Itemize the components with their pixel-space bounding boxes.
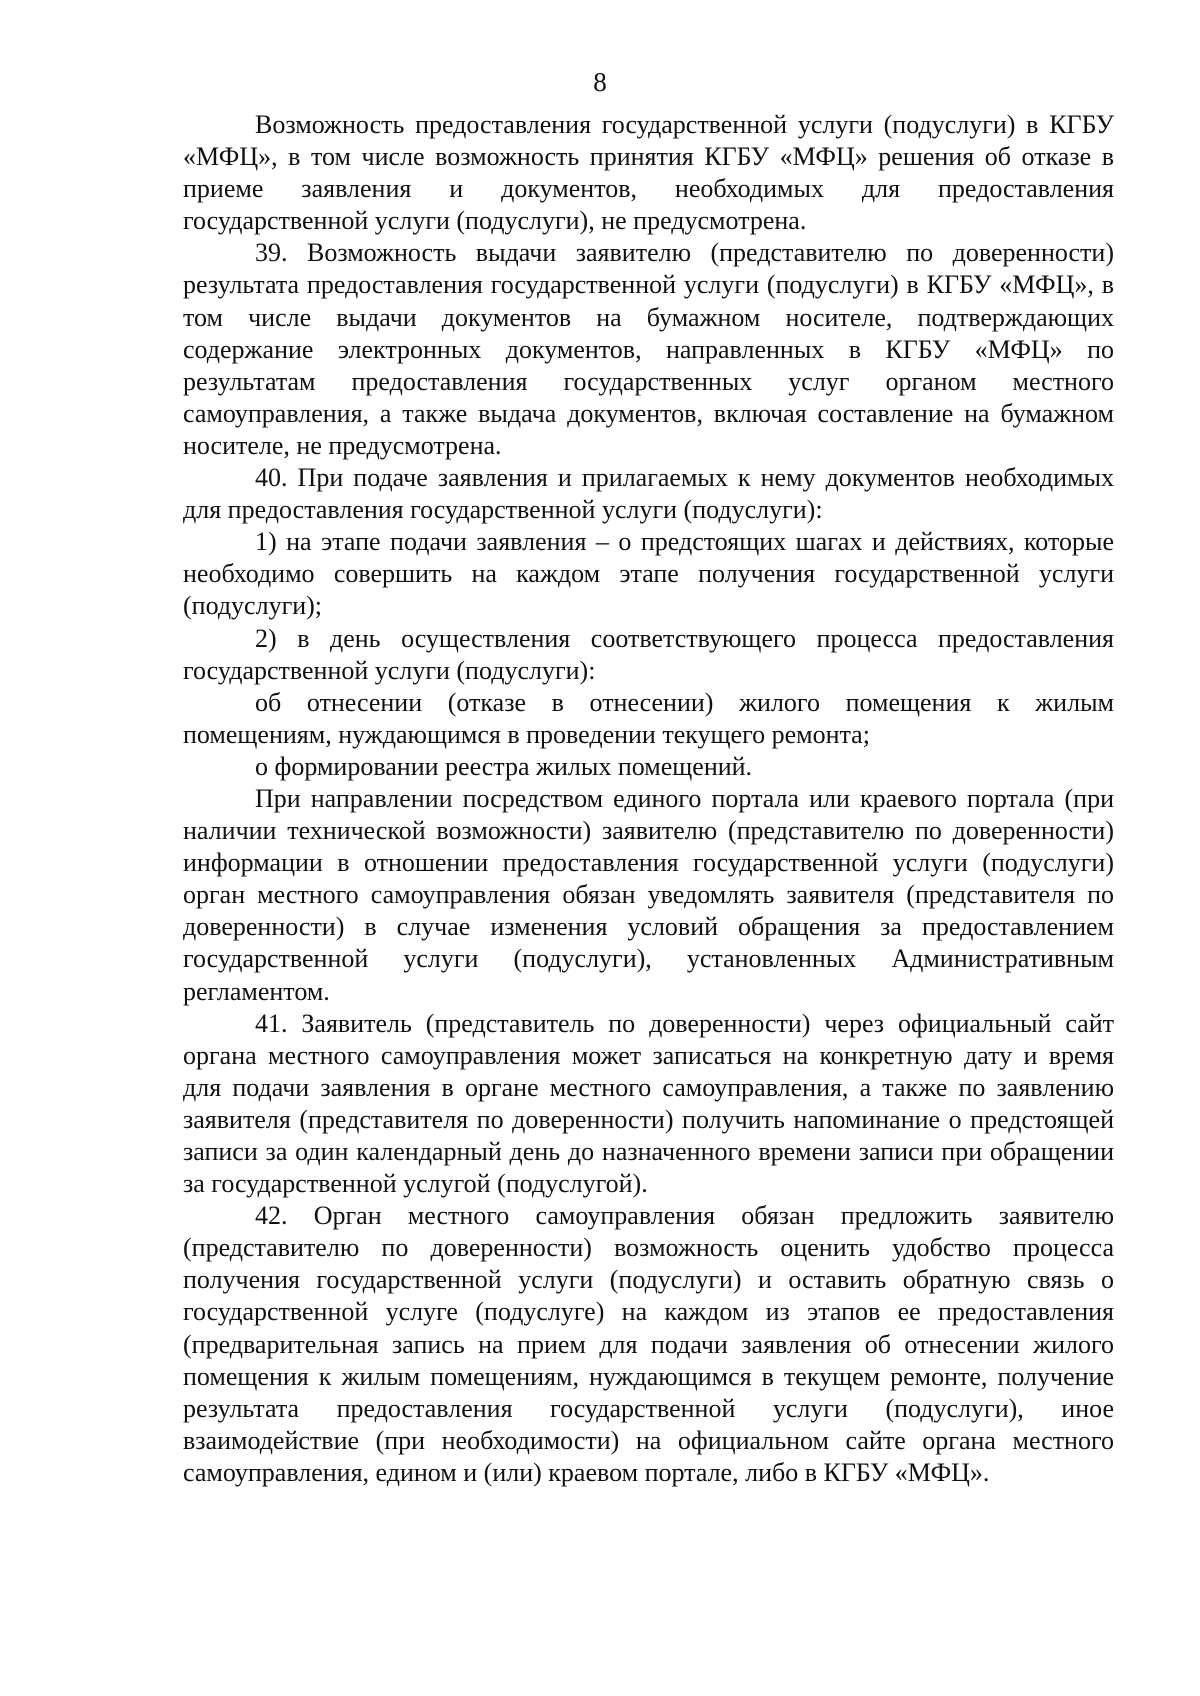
paragraph-40-item-1: 1) на этапе подачи заявления – о предстоящих шагах и действиях, которые необходимо совершить на каждом этапе получения государственной услуги (подуслуги);: [183, 527, 1114, 621]
paragraph-41: 41. Заявитель (представитель по доверенности) через официальный сайт органа местного самоуправления может записаться на конкретную дату и время для подачи заявления в органе местного самоуправления, а также по заявлению заявителя (представителя по доверенности) получить напоминание о предстоящей записи за один календарный день до назначенного времени записи при обращении за государственной услугой (подуслугой).: [183, 1008, 1114, 1199]
paragraph-39: 39. Возможность выдачи заявителю (представителю по доверенности) результата предоставления государственной услуги (подуслуги) в КГБУ «МФЦ», в том числе выдачи документов на бумажном носителе, подтверждающих содержание электронных документов, направленных в КГБУ «МФЦ» по результатам предоставления государственных услуг органом местного самоуправления, а также выдача документов, включая составление на бумажном носителе, не предусмотрена.: [183, 238, 1114, 460]
paragraph-40-item-2-b: о формировании реестра жилых помещений.: [255, 751, 753, 781]
paragraph-mfc-refusal: Возможность предоставления государственной услуги (подуслуги) в КГБУ «МФЦ», в том числе возможность принятия КГБУ «МФЦ» решения об отказе в приеме заявления и документов, необходимых для предоставления государственной услуги (подуслуги), не предусмотрена.: [183, 110, 1114, 236]
paragraph-42: 42. Орган местного самоуправления обязан предложить заявителю (представителю по доверенности) возможность оценить удобство процесса получения государственной услуги (подуслуги) и оставить обратную связь о государственной услуге (подуслуге) на каждом из этапов ее предоставления (предварительная запись на прием для подачи заявления об отнесении жилого помещения к жилым помещениям, нуждающимся в текущем ремонте, получение результата предоставления государственной услуги (подуслуги), иное взаимодействие (при необходимости) на официальном сайте органа местного самоуправления, едином и (или) краевом портале, либо в КГБУ «МФЦ».: [183, 1201, 1114, 1487]
paragraph-40-item-2: 2) в день осуществления соответствующего процесса предоставления государственной услуги (подуслуги):: [183, 623, 1114, 685]
paragraph-portal-notice: При направлении посредством единого портала или краевого портала (при наличии технической возможности) заявителю (представителю по доверенности) информации в отношении предоставления государственной услуги (подуслуги) орган местного самоуправления обязан уведомлять заявителя (представителя по доверенности) в случае изменения условий обращения за предоставлением государственной услуги (подуслуги), установленных Административным регламентом.: [183, 783, 1114, 1006]
document-body: [183, 109, 1114, 1489]
page-number: 8: [593, 67, 607, 97]
paragraph-40-item-2-a: об отнесении (отказе в отнесении) жилого помещения к жилым помещениям, нуждающимся в проведении текущего ремонта;: [183, 687, 1114, 749]
paragraph-40: 40. При подаче заявления и прилагаемых к нему документов необходимых для предоставления государственной услуги (подуслуги):: [183, 463, 1114, 525]
